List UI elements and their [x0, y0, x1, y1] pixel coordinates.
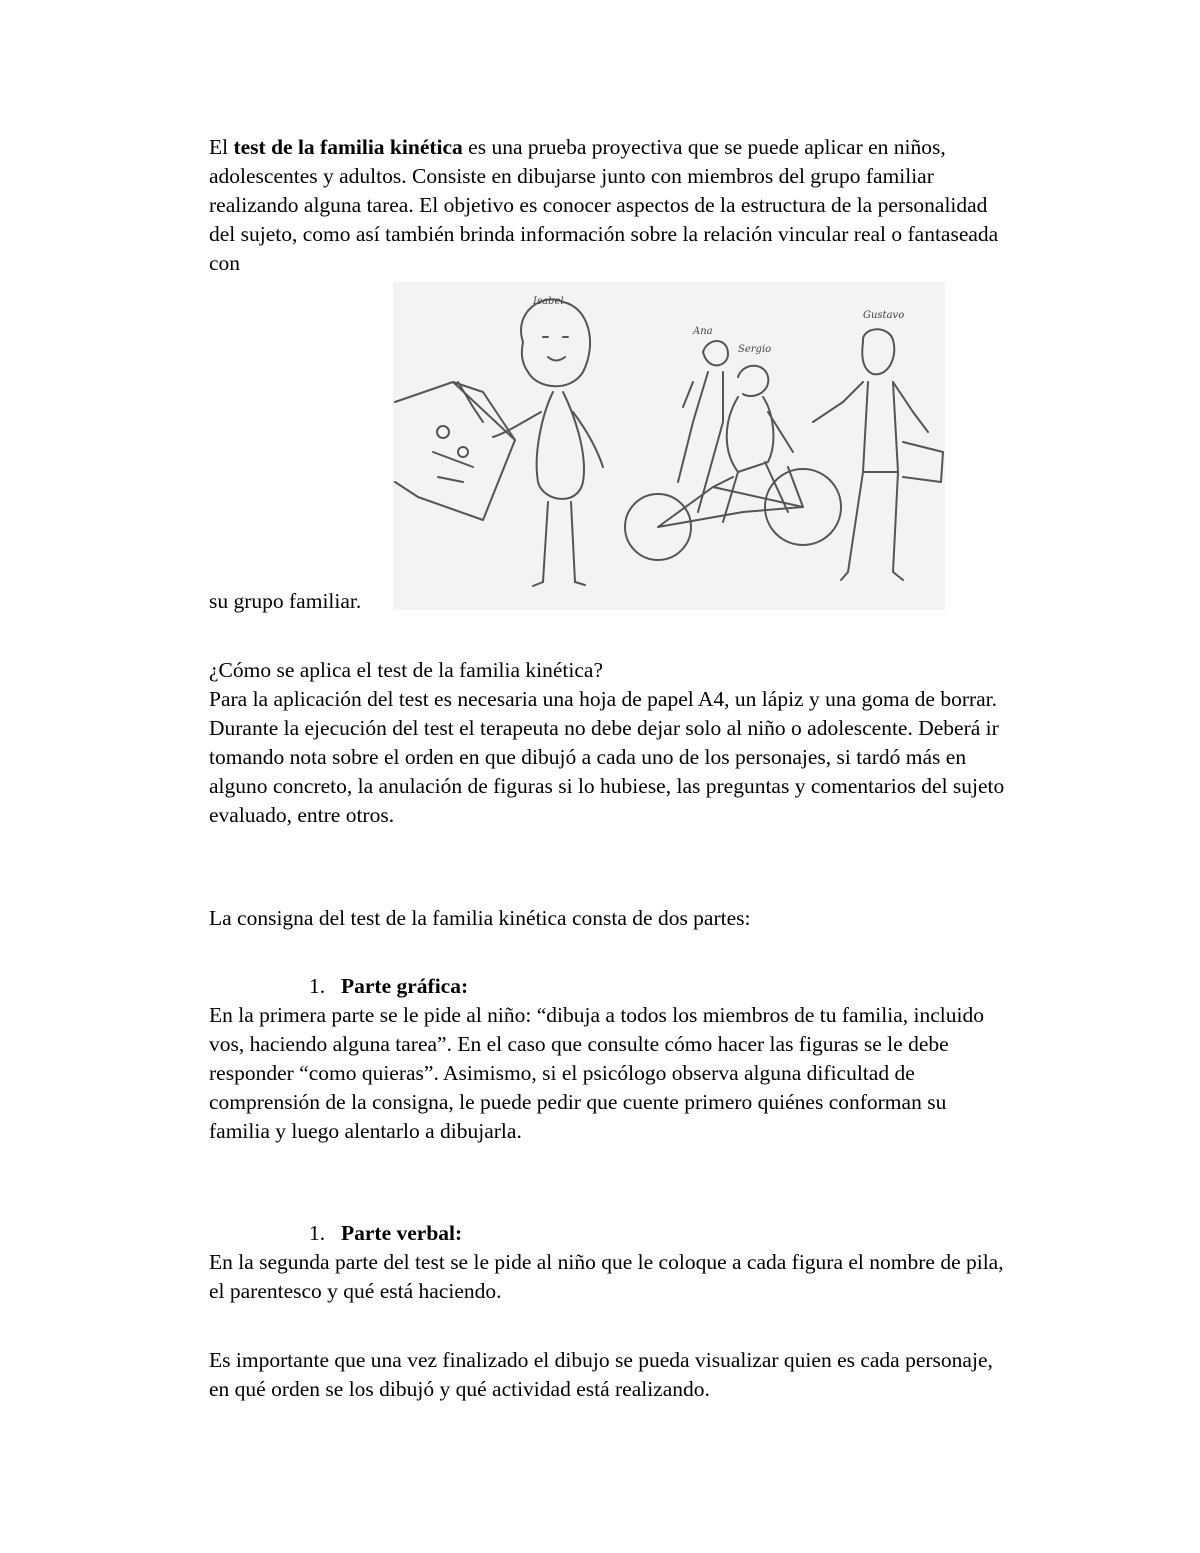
part2-title: Parte verbal: [341, 1221, 463, 1245]
section-question: ¿Cómo se aplica el test de la familia kinética? [209, 658, 604, 682]
drawing-label-2: Ana [693, 326, 713, 337]
consigna-paragraph: La consigna del test de la familia kinética consta de dos partes: [209, 906, 751, 930]
section-body: Para la aplicación del test es necesaria una hoja de papel A4, un lápiz y una goma de borrar. Durante la ejecución del test el terapeuta no debe dejar solo al niño o adolescente. Deberá ir tomando nota sobre el orden en que dibujó a cada uno de los personajes, si tardó más en alguno concreto, la anulación de figuras si lo hubiese, las preguntas y comentarios del sujeto evaluado, entre otros. [209, 687, 1005, 827]
part1-title: Parte gráfica: [341, 974, 469, 998]
part2-heading [309, 1219, 462, 1248]
part2-number: 1. [309, 1221, 326, 1245]
intro-term: test de la familia kinética [233, 135, 463, 159]
drawing-label-1: Isabel [533, 296, 564, 307]
intro-pre: El [209, 135, 234, 159]
intro-paragraph [209, 133, 1009, 278]
part2-body: En la segunda parte del test se le pide al niño que le coloque a cada figura el nombre de pila, el parentesco y qué está haciendo. [209, 1250, 1004, 1303]
part1-heading [309, 972, 468, 1001]
part1-number: 1. [309, 974, 326, 998]
drawing-label-4: Gustavo [863, 310, 905, 321]
part1-body: En la primera parte se le pide al niño: “dibuja a todos los miembros de tu familia, incluido vos, haciendo alguna tarea”. En el caso que consulte cómo hacer las figuras se le debe responder “como quieras”. Asimismo, si el psicólogo observa alguna dificultad de comprensión de la consigna, le puede pedir que cuente primero quiénes conforman su familia y luego alentarlo a dibujarla. [209, 1003, 984, 1143]
family-drawing-image [393, 282, 945, 610]
drawing-label-3: Sergio [738, 344, 772, 355]
closing-paragraph: Es importante que una vez finalizado el dibujo se pueda visualizar quien es cada personaje, en qué orden se los dibujó y qué actividad está realizando. [209, 1348, 993, 1401]
intro-tail: su grupo familiar. [209, 589, 362, 613]
intro-post: es una prueba proyectiva que se puede aplicar en niños, adolescentes y adultos. Consiste en dibujarse junto con miembros del grupo familiar realizando alguna tarea. El objetivo es conocer aspectos de la estructura de la personalidad del sujeto, como así también brinda información sobre la relación vincular real o fantaseada con [209, 135, 999, 275]
